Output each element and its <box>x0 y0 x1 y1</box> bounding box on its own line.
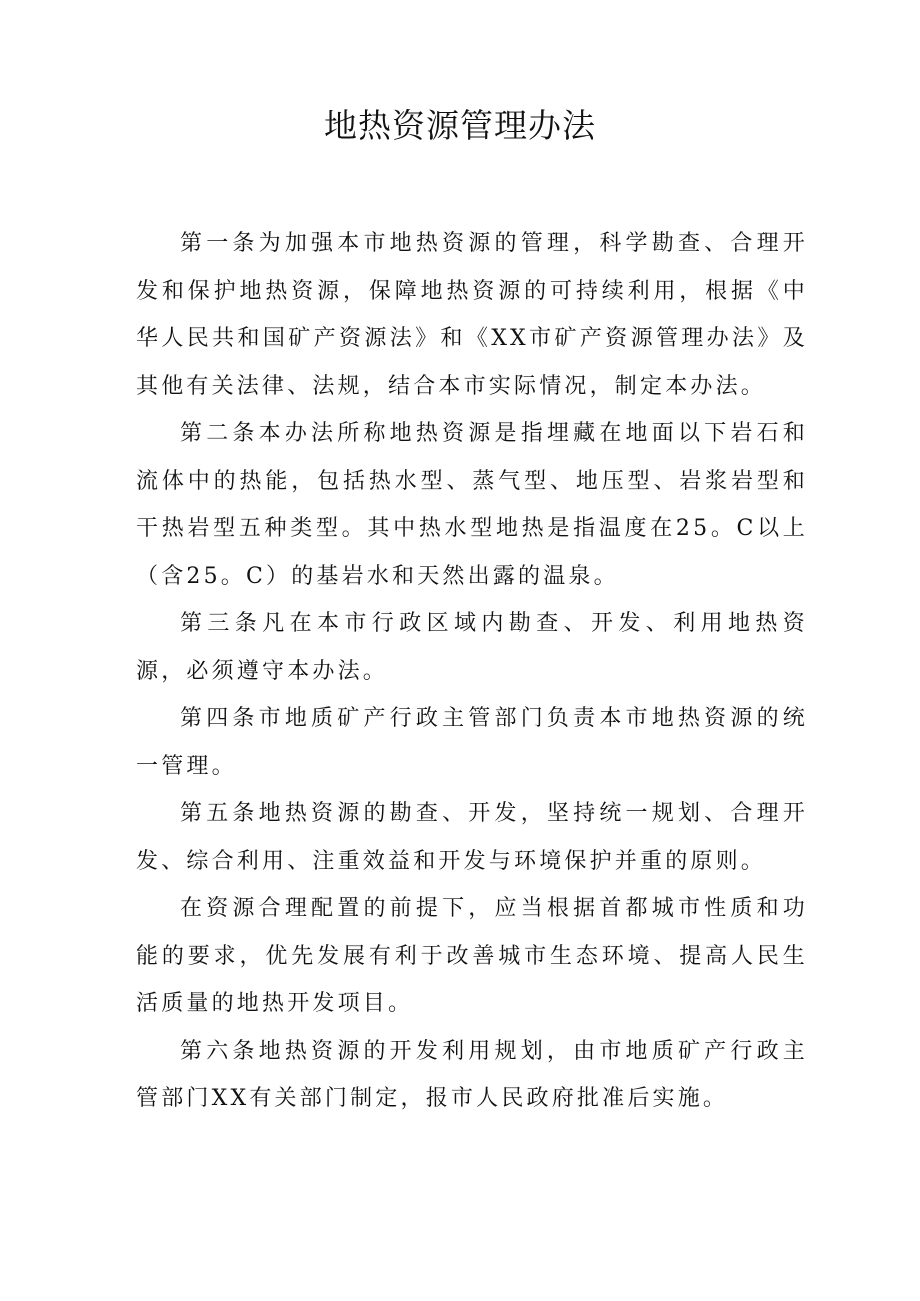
article-4-paragraph: 第四条市地质矿产行政主管部门负责本市地热资源的统一管理。 <box>136 706 808 779</box>
article-5-paragraph: 第五条地热资源的勘查、开发，坚持统一规划、合理开发、综合利用、注重效益和开发与环境保护并重的原则。 <box>136 801 808 874</box>
article-1-paragraph: 第一条为加强本市地热资源的管理，科学勘查、合理开发和保护地热资源，保障地热资源的可持续利用，根据《中华人民共和国矿产资源法》和《XX市矿产资源管理办法》及其他有关法律、法规，结合本市实际情况，制定本办法。 <box>136 231 808 399</box>
article-2-paragraph: 第二条本办法所称地热资源是指埋藏在地面以下岩石和流体中的热能，包括热水型、蒸气型、地压型、岩浆岩型和干热岩型五种类型。其中热水型地热是指温度在25。C以上（含25。C）的基岩水和天然出露的温泉。 <box>136 421 808 589</box>
article-6-paragraph: 第六条地热资源的开发利用规划，由市地质矿产行政主管部门XX有关部门制定，报市人民政府批准后实施。 <box>136 1038 808 1111</box>
article-3-paragraph: 第三条凡在本市行政区域内勘查、开发、利用地热资源，必须遵守本办法。 <box>136 611 808 684</box>
article-5-continuation-paragraph: 在资源合理配置的前提下，应当根据首都城市性质和功能的要求，优先发展有利于改善城市生态环境、提高人民生活质量的地热开发项目。 <box>136 896 808 1016</box>
document-title: 地热资源管理办法 <box>324 106 596 145</box>
document-body <box>136 220 808 1123</box>
